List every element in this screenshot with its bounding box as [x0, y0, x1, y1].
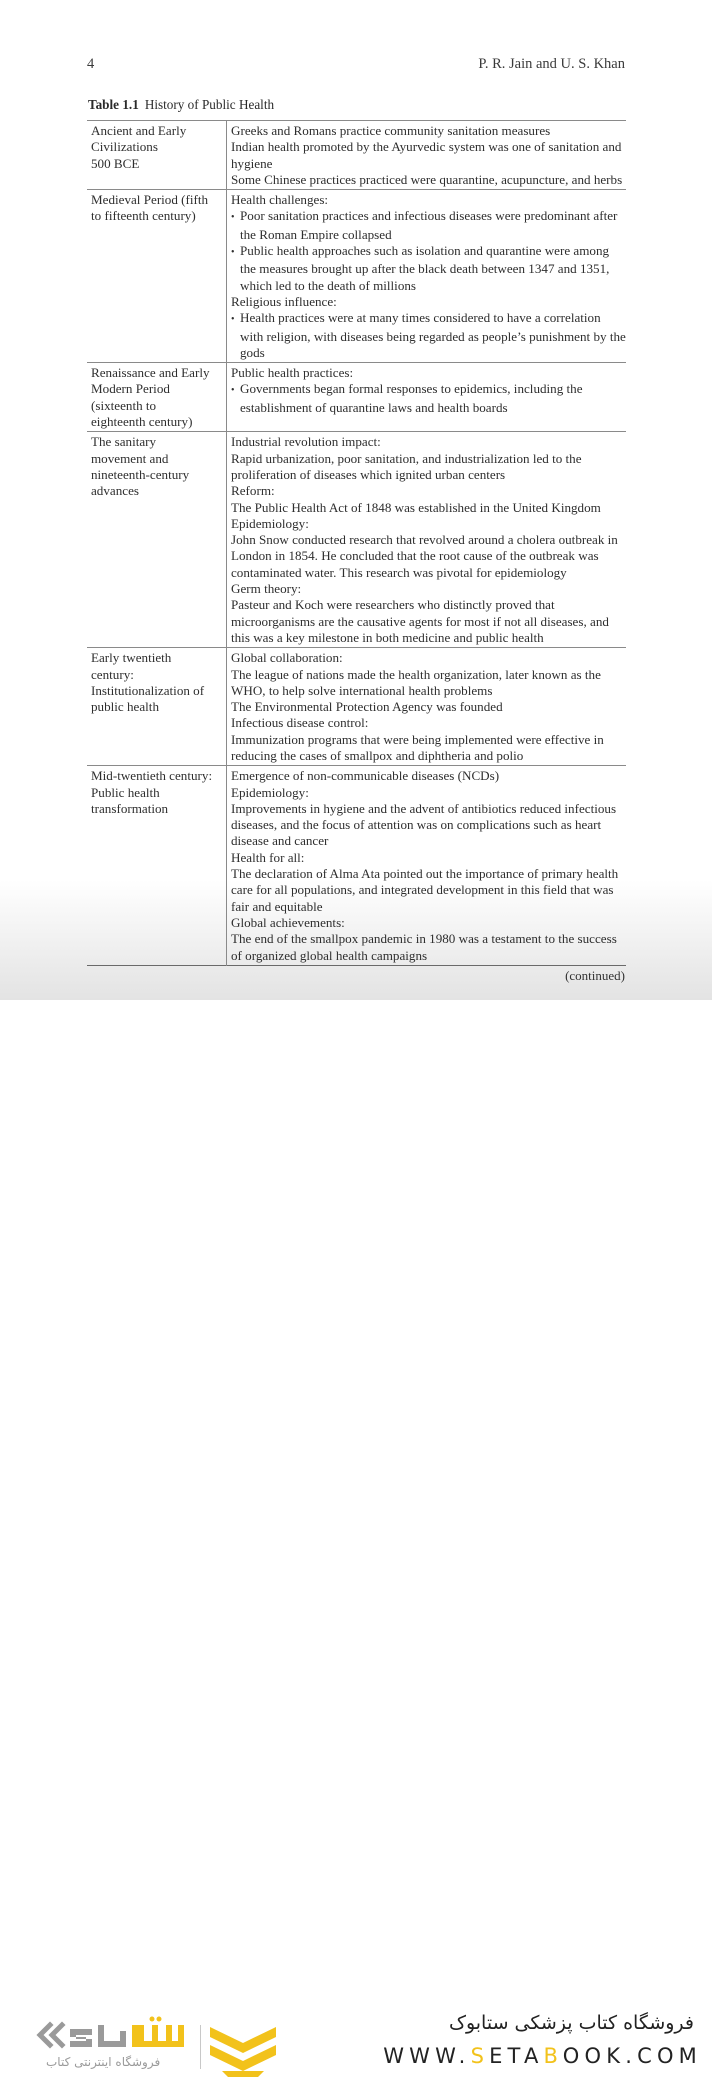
- description-cell: [227, 766, 627, 966]
- logo-chevron-icon: [208, 2021, 278, 2077]
- logo-subtitle: فروشگاه اینترنتی کتاب: [46, 2055, 161, 2069]
- page-number: 4: [87, 56, 95, 72]
- description-line: The declaration of Alma Ata pointed out the importance of primary health care for all populations, and integrated development in this field that was fair and equitable: [231, 866, 619, 914]
- description-line: Rapid urbanization, poor sanitation, and industrialization led to the proliferation of diseases which ignited urban centers: [231, 450, 582, 482]
- table-title: History of Public Health: [144, 97, 275, 112]
- description-cell: [227, 432, 627, 648]
- document-page: [0, 0, 712, 1000]
- description-line: Reform:: [231, 483, 275, 499]
- watermark-footer: [0, 1000, 712, 2069]
- description-line: Religious influence:: [231, 293, 337, 309]
- period-cell: [87, 766, 227, 966]
- url-part: OOK.COM: [562, 2044, 702, 2068]
- description-cell: [227, 190, 627, 363]
- period-cell: [87, 121, 227, 190]
- period-label-line: advances: [91, 483, 139, 499]
- period-label-line: to fifteenth century): [91, 208, 196, 224]
- period-label-line: transformation: [91, 800, 169, 816]
- table-row: [87, 190, 626, 363]
- bullet-item: • Governments began formal responses to epidemics, including the establishment of quarantine laws and health boards: [231, 381, 626, 416]
- period-label-line: public health: [91, 699, 159, 715]
- bullet-item: • Public health approaches such as isolation and quarantine were among the measures brought up after the black death between 1347 and 1351, which led to the death of millions: [231, 243, 626, 294]
- description-cell: [227, 363, 627, 432]
- period-label-line: Mid-twentieth century:: [91, 768, 213, 784]
- url-part: WWW.: [383, 2044, 471, 2068]
- description-line: John Snow conducted research that revolved around a cholera outbreak in London in 1854. He concluded that the root cause of the outbreak was contaminated water. This research was pivotal for epidemiology: [231, 532, 618, 580]
- description-line: Health challenges:: [231, 192, 329, 208]
- url-part-accent: S: [470, 2044, 490, 2068]
- table-row: [87, 648, 626, 766]
- setabook-logo: [36, 2015, 276, 2077]
- table-row: [87, 363, 626, 432]
- table-caption: [88, 97, 274, 113]
- period-cell: [87, 648, 227, 766]
- description-cell: [227, 648, 627, 766]
- period-label-line: Institutionalization of: [91, 682, 205, 698]
- description-line: Greeks and Romans practice community sanitation measures: [231, 123, 551, 138]
- running-head: [87, 56, 625, 74]
- description-line: Emergence of non-communicable diseases (NCDs): [231, 768, 500, 784]
- description-line: Industrial revolution impact:: [231, 434, 381, 450]
- period-label-line: (sixteenth to: [91, 397, 157, 413]
- description-line: Global collaboration:: [231, 650, 343, 666]
- period-label-line: Civilizations: [91, 139, 158, 155]
- logo-wordmark-icon: [36, 2015, 196, 2055]
- description-line: Global achievements:: [231, 914, 345, 930]
- continued-label: (continued): [565, 968, 625, 983]
- period-label-line: Ancient and Early: [91, 123, 187, 138]
- store-url[interactable]: [383, 2044, 702, 2068]
- period-label-line: The sanitary: [91, 434, 157, 450]
- description-line: Immunization programs that were being implemented were effective in reducing the cases of smallpox and diphtheria and polio: [231, 731, 604, 763]
- period-label-line: Modern Period: [91, 381, 170, 397]
- period-cell: [87, 363, 227, 432]
- period-label-line: eighteenth century): [91, 414, 193, 430]
- history-table: [87, 120, 626, 966]
- period-cell: [87, 432, 227, 648]
- url-part: ETA: [489, 2044, 544, 2068]
- description-line: The league of nations made the health organization, later known as the WHO, to help solve international health problems: [231, 666, 601, 698]
- description-line: The Public Health Act of 1848 was established in the United Kingdom: [231, 499, 601, 515]
- description-cell: [227, 121, 627, 190]
- description-line: Germ theory:: [231, 581, 302, 597]
- url-part-accent: B: [543, 2044, 563, 2068]
- store-name: فروشگاه کتاب پزشکی ستابوک: [448, 2012, 694, 2034]
- period-label-line: Early twentieth: [91, 650, 172, 666]
- period-label-line: Medieval Period (fifth: [91, 192, 209, 208]
- table-row: [87, 766, 626, 966]
- description-line: Epidemiology:: [231, 784, 309, 800]
- description-line: Improvements in hygiene and the advent of antibiotics reduced infectious diseases, and the focus of attention was on complications such as heart disease and cancer: [231, 800, 617, 849]
- description-line: The Environmental Protection Agency was founded: [231, 699, 503, 715]
- table-row: [87, 432, 626, 648]
- description-line: Public health practices:: [231, 365, 354, 381]
- table-label: Table 1.1: [88, 97, 139, 112]
- logo-divider: [200, 2025, 201, 2069]
- description-line: Pasteur and Koch were researchers who distinctly proved that microorganisms are the causative agents for most if not all diseases, and this was a key milestone in both medicine and public health: [231, 597, 609, 645]
- period-label-line: century:: [91, 666, 134, 682]
- description-line: Infectious disease control:: [231, 715, 369, 731]
- running-head-authors: P. R. Jain and U. S. Khan: [478, 56, 625, 72]
- bullet-item: • Poor sanitation practices and infectious diseases were predominant after the Roman Empire collapsed: [231, 208, 626, 243]
- period-label-line: nineteenth-century: [91, 466, 190, 482]
- period-label-line: Renaissance and Early: [91, 365, 210, 381]
- period-cell: [87, 190, 227, 363]
- period-label-line: movement and: [91, 450, 169, 466]
- period-label-line: 500 BCE: [91, 155, 140, 171]
- bullet-item: • Health practices were at many times considered to have a correlation with religion, with diseases being regarded as people’s punishment by the gods: [231, 310, 626, 361]
- description-line: Epidemiology:: [231, 515, 309, 531]
- description-line: Health for all:: [231, 849, 305, 865]
- description-line: Some Chinese practices practiced were quarantine, acupuncture, and herbs: [231, 171, 623, 187]
- description-line: The end of the smallpox pandemic in 1980 was a testament to the success of organized global health campaigns: [231, 931, 617, 963]
- period-label-line: Public health: [91, 784, 160, 800]
- description-line: Indian health promoted by the Ayurvedic system was one of sanitation and hygiene: [231, 139, 622, 171]
- table-row: [87, 121, 626, 190]
